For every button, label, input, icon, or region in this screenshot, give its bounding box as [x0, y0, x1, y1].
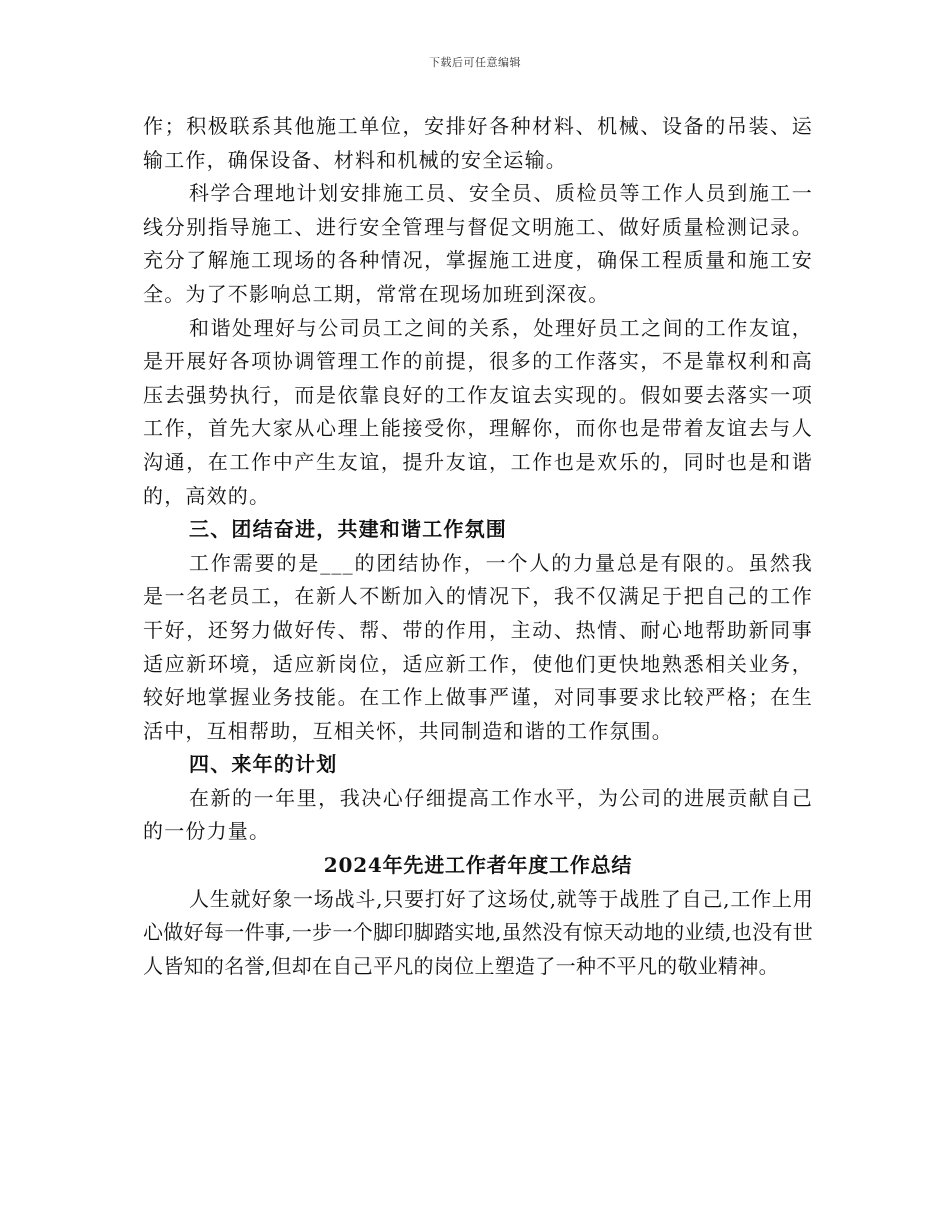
paragraph-harmony: 和谐处理好与公司员工之间的关系，处理好员工之间的工作友谊，是开展好各项协调管理工作的前提，很多的工作落实，不是靠权利和高压去强势执行，而是依靠良好的工作友谊去实现的。假如要去落实一项工作，首先大家从心理上能接受你，理解你，而你也是带着友谊去与人沟通，在工作中产生友谊，提升友谊，工作也是欢乐的，同时也是和谐的，高效的。 [143, 315, 813, 508]
paragraph-teamwork: 工作需要的是___的团结协作，一个人的力量总是有限的。虽然我是一名老员工，在新人不断加入的情况下，我不仅满足于把自己的工作干好，还努力做好传、帮、带的作用，主动、热情、耐心地帮助新同事适应新环境，适应新岗位，适应新工作，使他们更快地熟悉相关业务，较好地掌握业务技能。在工作上做事严谨，对同事要求比较严格；在生活中，互相帮助，互相关怀，共同制造和谐的工作氛围。 [143, 550, 813, 743]
paragraph-intro: 人生就好象一场战斗,只要打好了这场仗,就等于战胜了自己,工作上用心做好每一件事,一步一个脚印脚踏实地,虽然没有惊天动地的业绩,也没有世人皆知的名誉,但却在自己平凡的岗位上塑造了一种不平凡的敬业精神。 [143, 886, 813, 978]
paragraph-construction-planning: 科学合理地计划安排施工员、安全员、质检员等工作人员到施工一线分别指导施工、进行安全管理与督促文明施工、做好质量检测记录。充分了解施工现场的各种情况，掌握施工进度，确保工程质量和施工安全。为了不影响总工期，常常在现场加班到深夜。 [143, 181, 813, 306]
paragraph-continuation: 作；积极联系其他施工单位，安排好各种材料、机械、设备的吊装、运输工作，确保设备、材料和机械的安全运输。 [143, 114, 813, 172]
section-heading-3: 三、团结奋进，共建和谐工作氛围 [189, 517, 507, 542]
paragraph-next-year: 在新的一年里，我决心仔细提高工作水平，为公司的进展贡献自己的一份力量。 [143, 785, 813, 844]
document-title: 2024年先进工作者年度工作总结 [323, 853, 633, 878]
document-body [143, 110, 813, 983]
section-heading-4: 四、来年的计划 [189, 752, 338, 777]
page-header-note: 下载后可任意编辑 [429, 56, 521, 69]
